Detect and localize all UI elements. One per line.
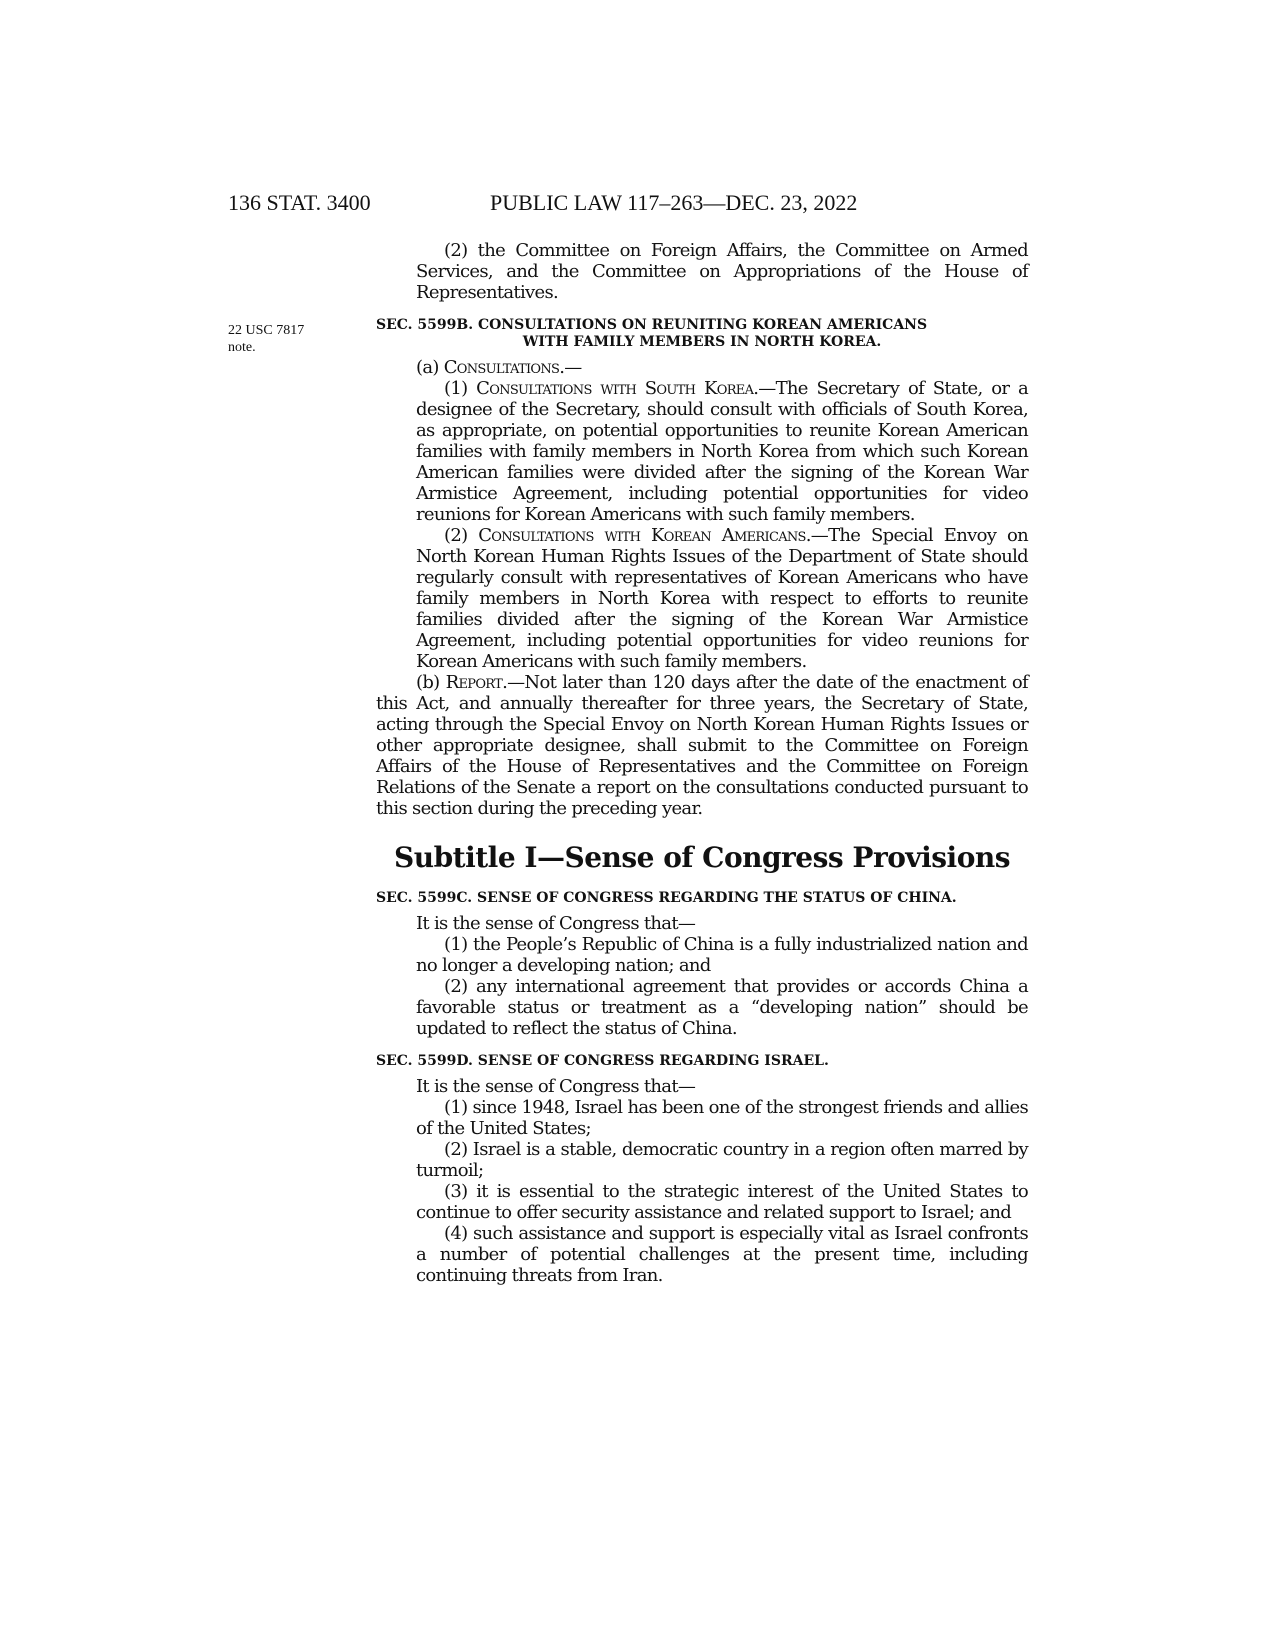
paragraph-a1 [376, 378, 1028, 525]
margin-note-usc: 22 USC 7817 [228, 323, 305, 338]
section-heading-5599c: SEC. 5599C. SENSE OF CONGRESS REGARDING THE STATUS OF CHINA. [376, 890, 957, 906]
section-5599d-item-4: (4) such assistance and support is especially vital as Israel confronts a number of potential challenges at the present time, including continuing threats from Iran. [416, 1223, 1028, 1286]
subsection-a [376, 357, 1028, 378]
section-5599d-item-3: (3) it is essential to the strategic interest of the United States to continue to offer security assistance and related support to Israel; and [416, 1181, 1028, 1223]
section-heading-5599d: SEC. 5599D. SENSE OF CONGRESS REGARDING ISRAEL. [376, 1053, 829, 1069]
paragraph-a1-label: (1) [444, 378, 477, 399]
public-law-header: PUBLIC LAW 117–263—DEC. 23, 2022 [490, 190, 858, 215]
section-heading-5599b-line1: SEC. 5599B. CONSULTATIONS ON REUNITING KOREAN AMERICANS [376, 317, 928, 333]
section-heading-5599b-line2: WITH FAMILY MEMBERS IN NORTH KOREA. [522, 334, 882, 350]
intro-paragraph: (2) the Committee on Foreign Affairs, the Committee on Armed Services, and the Committee on Appropriations of the House of Representatives. [416, 240, 1028, 303]
paragraph-a2-text: .—The Special Envoy on North Korean Human Rights Issues of the Department of State should regularly consult with representatives of Korean Americans who have family members in North Korea with respect to efforts to reunite families divided after the signing of the Korean War Armistice Agreement, including potential opportunities for video reunions for Korean Americans with such family members. [416, 525, 1028, 672]
paragraph-a1-text: .—The Secretary of State, or a designee of the Secretary, should consult with officials of South Korea, as appropriate, on potential opportunities to reunite Korean American families with family members in North Korea from which such Korean American families were divided after the signing of the Korean War Armistice Agreement, including potential opportunities for video reunions for Korean Americans with such family members. [416, 378, 1029, 525]
paragraph-a1-title: Consultations with South Korea [476, 378, 754, 399]
section-5599d-lead: It is the sense of Congress that— [416, 1076, 696, 1097]
subsection-a-dash: .— [559, 357, 582, 378]
paragraph-a2-title: Consultations with Korean Americans [478, 525, 806, 546]
margin-note [228, 322, 304, 356]
section-5599c-item-2: (2) any international agreement that provides or accords China a favorable status or treatment as a “developing nation” should be updated to reflect the status of China. [416, 976, 1028, 1039]
subsection-a-title: Consultations [443, 357, 560, 378]
section-5599c-lead: It is the sense of Congress that— [416, 913, 696, 934]
section-5599c-item-1: (1) the People’s Republic of China is a fully industrialized nation and no longer a developing nation; and [416, 934, 1028, 976]
subsection-b-label: (b) [416, 672, 446, 693]
paragraph-a2-label: (2) [444, 525, 479, 546]
section-heading-5599b [376, 317, 1028, 351]
subtitle-heading: Subtitle I—Sense of Congress Provisions [394, 841, 1010, 874]
document-body [376, 240, 1028, 1286]
paragraph-a2 [376, 525, 1028, 672]
subsection-b [376, 672, 1028, 819]
section-5599d-item-2: (2) Israel is a stable, democratic country in a region often marred by turmoil; [416, 1139, 1028, 1181]
subsection-a-label: (a) [416, 357, 444, 378]
statute-page-number: 136 STAT. 3400 [228, 190, 371, 215]
subsection-b-text: .—Not later than 120 days after the date of the enactment of this Act, and annually thereafter for three years, the Secretary of State, acting through the Special Envoy on North Korean Human Rights Issues or other appropriate designee, shall submit to the Committee on Foreign Affairs of the House of Representatives and the Committee on Foreign Relations of the Senate a report on the consultations conducted pursuant to this section during the preceding year. [376, 672, 1028, 819]
margin-note-label: note. [228, 340, 256, 355]
subsection-b-title: Report [445, 672, 503, 693]
section-5599d-item-1: (1) since 1948, Israel has been one of the strongest friends and allies of the United States; [416, 1097, 1028, 1139]
